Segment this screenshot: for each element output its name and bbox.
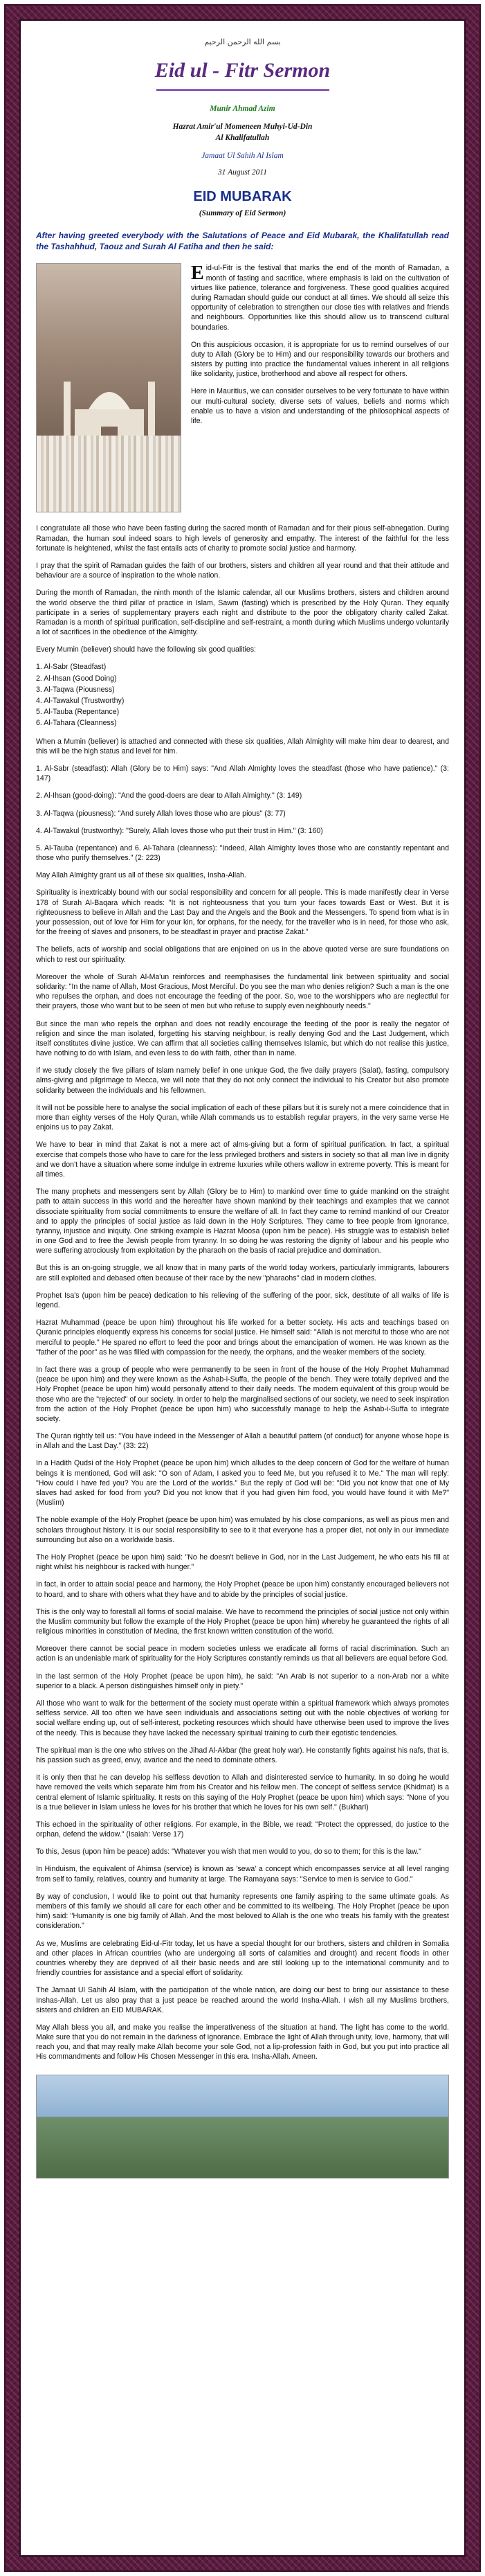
paragraph: In a Hadith Qudsi of the Holy Prophet (peace be upon him) which alludes to the deep concern of God for the welfare of human beings it is mentioned, God will ask: "O son of Adam, I asked you to feed Me, but you refused it to Me." The man will reply: "How could I have fed you? You are the Lord of the worlds." But the reply of God will be: "Did you not know that one of My slaves had asked for food from you? Did you not know that if you had given him food, you would have found it with Me?" (Muslim) [36, 1459, 449, 1508]
author-name: Munir Ahmad Azim [210, 105, 275, 113]
title-divider [156, 89, 329, 91]
page-title: Eid ul - Fitr Sermon [154, 59, 331, 82]
summary-subheading: (Summary of Eid Sermon) [199, 209, 286, 217]
paragraph: The many prophets and messengers sent by Allah (Glory be to Him) to mankind over time to guide mankind on the straight path to attain success in this world and the hereafter have shown mankind by their teachings and examples that we cannot dissociate spirituality from social commitments to ensure the welfare of all. In fact they came to remind mankind of our Creator and to apply the principles of social justice as laid down in the Holy Scriptures. They came to free people from ignorance, tyranny, injustice and iniquity. One striking example is Hazrat Moosa (upon him be peace). His struggle was to establish belief in one God and to free the Jewish people from tyranny. In so doing he was restoring the dignity of labour and his people who were suffering atrociously from exploitation by the pharaoh on the basis of racial prejudice and domination. [36, 1188, 449, 1255]
bismillah-text: بسم الله الرحمن الرحيم [204, 37, 281, 46]
sermon-date: 31 August 2011 [217, 168, 268, 177]
list-item: 3. Al-Taqwa (Piousness) [36, 685, 115, 694]
decorative-border [4, 4, 481, 2572]
paragraph: All those who want to walk for the betterment of the society must operate within a spiritual framework which always promotes selfless service. All too often we have seen individuals and associations setting out with the noble objectives of working for social welfare ending up, out of self-interest, pocketing resources which should have otherwise been used to improve the lives of the needy. This is because they have lacked the necessary spiritual training to curb their egotistic tendencies. [36, 1699, 449, 1737]
paragraph: The beliefs, acts of worship and social obligations that are enjoined on us in the above quoted verse are sure foundations on which to rest our spirituality. [36, 945, 449, 964]
qualities-list [36, 662, 449, 728]
list-item: 2. Al-Ihsan (Good Doing) [36, 674, 117, 683]
paragraph: The noble example of the Holy Prophet (peace be upon him) was emulated by his close companions, as well as pious men and scholars throughout history. It is our social responsibility to see to it that everyone has a proper diet, not only in our immediate surrounding but also on a worldwide basis. [36, 1516, 449, 1544]
speaker-line-2: Al Khalifatullah [215, 134, 270, 142]
list-item: 1. Al-Sabr (Steadfast) [36, 663, 107, 672]
paragraph: But this is an on-going struggle, we all know that in many parts of the world today workers, particularly immigrants, labourers are still exploited and debased often because of their race by the new "pharaohs" clad in modern clothes. [36, 1264, 449, 1282]
paragraph: The Jamaat Ul Sahih Al Islam, with the participation of the whole nation, are doing our best to bring our assistance to these Inshas-Allah. Let us also pray that a just peace be reached around the world Insha-Allah. I wish all my Muslims brothers, sisters and children an EID MUBARAK. [36, 1986, 449, 2014]
page-panel [19, 19, 466, 2557]
paragraph: In Hinduism, the equivalent of Ahimsa (service) is known as 'sewa' a concept which encompasses service at all level ranging from self to family, relatives, country and humanity at large. The Ramayana says: "Service to men is service to God." [36, 1865, 449, 1884]
eid-prayer-photo [36, 263, 181, 512]
paragraph: Hazrat Muhammad (peace be upon him) throughout his life worked for a better society. His acts and teachings based on Quranic principles eloquently express his concerns for social justice. He himself said: "Allah is not merciful to those who are not merciful to people." He spared no effort to feed the poor and brings about the emancipation of women. He was known as the "father of the poor" as he was filled with compassion for the needy, the orphans, and the weaker members of the society. [36, 1318, 449, 1357]
paragraph: Moreover there cannot be social peace in modern societies unless we eradicate all forms of racial discrimination. Such an action is an undeniable mark of spirituality for the Holy Scriptures constantly reminds us that all believers are equal before God. [36, 1645, 449, 1663]
paragraph: The Quran rightly tell us: "You have indeed in the Messenger of Allah a beautiful pattern (of conduct) for anyone whose hope is in Allah and the Last Day." (33: 22) [36, 1432, 449, 1451]
paragraph: But since the man who repels the orphan and does not readily encourage the feeding of the poor is really the negator of religion and since the man isolated, forgetting his starving neighbour, is really denying God and the Last Judgement, which itself constitutes divine justice. We can affirm that all societies calling themselves Islamic, but which do not realise this justice, have nothing to do with Islam, and even less to do with faith, other than in name. [36, 1019, 449, 1058]
crowd-foreground [37, 436, 181, 512]
paragraph: 2. Al-Ihsan (good-doing): "And the good-doers are dear to Allah Almighty." (3: 149) [36, 791, 302, 800]
closing-photo [36, 2075, 449, 2179]
paragraph: The spiritual man is the one who strives on the Jihad Al-Akbar (the great holy war). He constantly fights against his nafs, that is, his passion such as greed, envy, avarice and the need to dominate others. [36, 1746, 449, 1764]
paragraph: During the month of Ramadan, the ninth month of the Islamic calendar, all our Muslims brothers, sisters and children around the world observe the third pillar of practice in Islam, Sawm (fasting) which is prescribed by the Holy Quran. They equally participate in a series of supplementary prayers each night and distribute to the poor the obligatory charity called Zakat. Ramadan is a month of spiritual purification, self-discipline and self-restraint, a month during which Muslims undergo voluntarily a lot of sacrifices in the obedience of the Almighty. [36, 589, 449, 637]
paragraph: To this, Jesus (upon him be peace) adds: "Whatever you wish that men would to you, do so to them; for this is the law." [36, 1848, 421, 1857]
paragraph [191, 263, 449, 332]
list-item: 4. Al-Tawakul (Trustworthy) [36, 697, 125, 705]
paragraph: Moreover the whole of Surah Al-Ma'un reinforces and reemphasises the fundamental link between spirituality and social solidarity: "In the name of Allah, Most Gracious, Most Merciful. Do you see the man who denies religion? Such a man is the one who repulses the orphan, and does not encourage the feeding of the poor. So, woe to the worshippers who are neglectful for their prayers, those who want but to be seen of men but who refuse to supply even neighbourly needs." [36, 972, 449, 1011]
paragraph: 4. Al-Tawakul (trustworthy): "Surely, Allah loves those who put their trust in Him." (3: 160) [36, 826, 323, 835]
paragraph: On this auspicious occasion, it is appropriate for us to remind ourselves of our duty to Allah (Glory be to Him) and our responsibility towards our brothers and sisters by putting into practice the fundamental values inherent in all religions like solidarity, justice, brotherhood and above all respect for others. [191, 340, 449, 379]
paragraph: Spirituality is inextricably bound with our social responsibility and concern for all people. This is made manifestly clear in Verse 178 of Surah Al-Baqara which reads: "It is not righteousness that you turn your faces towards East or West. But it is righteousness to believe in Allah and the Last Day and the Angels and the Book and the Messengers. To spend from what is in your possession, out of love for Him for your kin, for orphans, for the needy, for the traveller who is in need, for those who ask, for the freeing of slaves and prisoners, to be steadfast in prayer and practise Zakat." [36, 888, 449, 937]
list-item: 6. Al-Tahara (Cleanness) [36, 719, 117, 728]
paragraph: In fact there was a group of people who were permanently to be seen in front of the house of the Holy Prophet Muhammad (peace be upon him) and they were known as the Ashab-i-Suffa, the people of the bench. They were totally deprived and the Holy Prophet (peace be upon him) would personally attend to their daily needs. The modern equivalent of this group would be those who are the "rejected" of our society. In order to help the marginalised sections of our society, we need to seek inspiration from the action of the Holy Prophet (peace be upon him) who successfully manage to help the Ashab-i-Suffa to integrate society. [36, 1365, 449, 1423]
paragraph: I congratulate all those who have been fasting during the sacred month of Ramadan and for their pious self-abnegation. During Ramadan, the human soul indeed soars to high levels of generosity and empathy. The interest of the faithful for the less fortunate is heightened, whilst the fast entails acts of charity to promote social justice and harmony. [36, 524, 449, 553]
sermon-content [21, 21, 464, 2179]
paragraph: It will not be possible here to analyse the social implication of each of these pillars but it is surely not a mere coincidence that in more than eighty verses of the Holy Quran, while Allah commands us to establish regular prayers, in the very same verse He enjoins us to pay Zakat. [36, 1103, 449, 1132]
paragraph: This echoed in the spirituality of other religions. For example, in the Bible, we read: "Protect the oppressed, do justice to the orphan, defend the widow." (Isaiah: Verse 17) [36, 1820, 449, 1839]
paragraph: It is only then that he can develop his selfless devotion to Allah and disinterested service to humanity. In so doing he would have removed the veils which separate him from his Creator and his fellow men. The concept of selfless service (Khidmat) is a central element of Islamic spirituality. It rests on this saying of the Holy Prophet (peace be upon him) which says: "None of you is a true believer in Islam unless he loves for his brother that which he loves for his own self." (Bukhari) [36, 1773, 449, 1812]
paragraph: We have to bear in mind that Zakat is not a mere act of alms-giving but a form of spiritual purification. In fact, a spiritual exercise that compels those who have to care for the less privileged brothers and sisters in society so that all man live in dignity and we don't have a situation where some indulge in extreme luxuries while others wallow in extreme poverty. This is meant for all times. [36, 1141, 449, 1179]
paragraph: When a Mumin (believer) is attached and connected with these six qualities, Allah Almighty will make him dear to dearest, and this will be the high status and level for him. [36, 737, 449, 755]
paragraph: I pray that the spirit of Ramadan guides the faith of our brothers, sisters and children all year round and that their attitude and behaviour are a source of inspiration to the whole nation. [36, 561, 449, 580]
speaker-line-1: Hazrat Amir'ul Momeneen Muhyi-Ud-Din [172, 123, 313, 131]
paragraph: This is the only way to forestall all forms of social malaise. We have to recommend the principles of social justice not only within the Muslim community but follow the example of the Holy Prophet (peace be upon him) whereby he guaranteed the rights of all religious minorities in constitution of Medina, the first known written constitution of the world. [36, 1607, 449, 1636]
drop-cap: E [191, 262, 204, 285]
paragraph: 5. Al-Tauba (repentance) and 6. Al-Tahara (cleanness): "Indeed, Allah Almighty loves those who are constantly repentant and those who purify themselves." (2: 223) [36, 843, 449, 863]
paragraph: Every Mumin (believer) should have the following six good qualities: [36, 645, 256, 654]
paragraph: May Allah bless you all, and make you realise the imperativeness of the situation at hand. The light has come to the world. Make sure that you do not remain in the darkness of ignorance. Embrace the light of Allah through unity, love, harmony, that will reach you, and that may really make Allah become your sole God, not a lip-profession faith in God, but you put into practice all His commandments and follow His Chosen Messenger in this era. Insha-Allah. Ameen. [36, 2023, 449, 2061]
list-item: 5. Al-Tauba (Repentance) [36, 708, 120, 717]
paragraph: As we, Muslims are celebrating Eid-ul-Fitr today, let us have a special thought for our brothers, sisters and children in Somalia and other places in African countries (who are undergoing all sorts of calamities and drought) and recent floods in other countries whereby they are deprived of all their basic needs and are still looking up to the international community and to friendly countries for assistance and a special effort of solidarity. [36, 1939, 449, 1978]
paragraph: 3. Al-Taqwa (piousness): "And surely Allah loves those who are pious" (3: 77) [36, 809, 286, 818]
paragraph: May Allah Almighty grant us all of these six qualities, Insha-Allah. [36, 871, 246, 880]
organisation-name: Jamaat Ul Sahih Al Islam [201, 152, 284, 160]
paragraph: The Holy Prophet (peace be upon him) said: "No he doesn't believe in God, nor in the Last Judgement, he who eats his fill at night whilst his neighbour is racked with hunger." [36, 1553, 449, 1572]
intro-paragraph: After having greeted everybody with the Salutations of Peace and Eid Mubarak, the Khalifatullah read the Tashahhud, Taouz and Surah Al Fatiha and then he said: [36, 231, 449, 252]
paragraph: 1. Al-Sabr (steadfast): Allah (Glory be to Him) says: "And Allah Almighty loves the steadfast (those who have patience)." (3: 147) [36, 764, 449, 783]
paragraph: Prophet Isa's (upon him be peace) dedication to his relieving of the suffering of the poor, sick, destitute of all walks of life is legend. [36, 1291, 449, 1309]
intro-block [36, 263, 449, 512]
intro-text-column [191, 263, 449, 512]
paragraph: If we study closely the five pillars of Islam namely belief in one unique God, the five daily prayers (Salat), fasting, compulsory alms-giving and pilgrimage to Mecca, we will note that they do not only connect the individual to his Creator but also promote solidarity between the individuals and his fellowmen. [36, 1066, 449, 1095]
paragraph-text: id-ul-Fitr is the festival that marks the end of the month of Ramadan, a month of fasting and sacrifice, where emphasis is laid on the cultivation of virtues like patience, tolerance and forgiveness. These good qualities acquired during Ramadan should guide our conduct at all times. We should all seize this opportunity of celebration to strengthen our close ties with relatives and friends and neighbours. Opportunities like this should allow us to transcend cultural boundaries. [191, 264, 449, 332]
paragraph: By way of conclusion, I would like to point out that humanity represents one family aspiring to the same ultimate goals. As members of this family we should all care for each other and be committed to its wellbeing. The Holy Prophet (peace be upon him) said: "Humanity is one big family of Allah. And the most beloved to Allah is the one who treats his family with the greatest consideration." [36, 1892, 449, 1931]
paragraph: Here in Mauritius, we can consider ourselves to be very fortunate to have within our multi-cultural society, diverse sets of values, beliefs and norms which enable us to have a vision and understanding of the philosophical aspects of life. [191, 387, 449, 425]
eid-mubarak-heading: EID MUBARAK [193, 189, 292, 204]
paragraph: In fact, in order to attain social peace and harmony, the Holy Prophet (peace be upon him) constantly encouraged believers not to hoard, and to share with others what they have and to abide by the principles of social justice. [36, 1580, 449, 1599]
paragraph: In the last sermon of the Holy Prophet (peace be upon him), he said: "An Arab is not superior to a non-Arab nor a white superior to a black. A person distinguishes himself only in piety." [36, 1672, 449, 1690]
